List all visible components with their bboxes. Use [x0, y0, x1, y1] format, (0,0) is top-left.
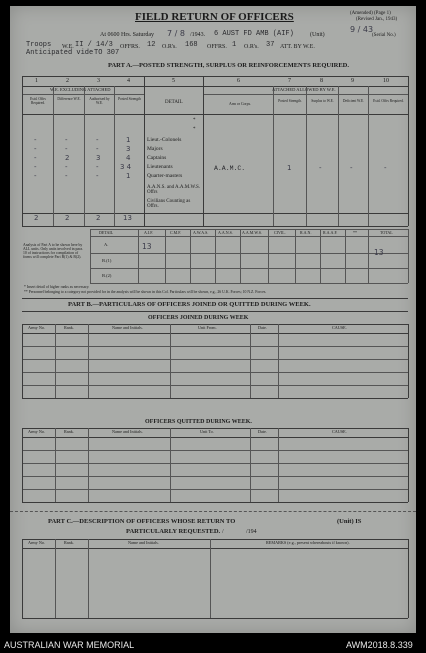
cell-value: 1 [126, 172, 131, 180]
head-surplus: Surplus to W.E. [311, 99, 334, 103]
head-deficient: Deficient W.E. [342, 99, 365, 103]
attached-surplus-value: - [319, 164, 322, 172]
col-number: 9 [351, 78, 354, 84]
part-c-year: /194 [246, 529, 257, 535]
offrs-label: OFFRS. [120, 44, 140, 50]
cell-value: - [96, 136, 99, 144]
rank-label: A.A.N.S. and A.A.M.W.S. Offrs [147, 185, 201, 196]
cell-value: 4 [126, 154, 131, 162]
rank-label: Lieut.-Colonels [147, 137, 182, 143]
offrs2-value: 1 [232, 41, 237, 49]
total-value: 13 [123, 214, 132, 222]
col-number: 6 [237, 78, 240, 84]
attached-req-value: - [384, 164, 387, 172]
col-number: 2 [66, 78, 69, 84]
top-right-note-2: (Revised Jan., 1943) [356, 17, 398, 22]
asterisk-mark: * [193, 127, 196, 132]
cell-value: - [34, 145, 37, 153]
col-head: Rank. [64, 540, 74, 545]
part-c-date-slash: / [222, 529, 224, 535]
serial-label: (Serial No.) [372, 33, 396, 38]
corps-value: A.A.M.C. [214, 165, 246, 172]
at-label: At 0600 Hrs. Saturday [100, 32, 154, 38]
cell-value: - [65, 163, 68, 171]
analysis-row-b2: B.(2) [102, 273, 112, 278]
offrs-value: 12 [147, 41, 156, 49]
analysis-head: R.A.N. [300, 230, 312, 235]
rank-label: Civilians Counting as Offrs. [147, 199, 191, 210]
cell-value: - [96, 163, 99, 171]
head-estd-req: Estd. Offrs Required. [373, 99, 404, 103]
analysis-head: A.A.N.S. [218, 230, 233, 235]
head-difference: Difference W.E. [57, 97, 81, 101]
rank-label: Lieutenants [147, 164, 173, 170]
ors-value: 168 [185, 41, 198, 49]
col-number: 3 [97, 78, 100, 84]
analysis-head: A.I.F. [144, 230, 154, 235]
analysis-head: TOTAL [380, 230, 393, 235]
cell-value: - [96, 145, 99, 153]
total-value: 2 [96, 214, 101, 222]
col-head: REMARKS (e.g., present whereabouts if known). [266, 540, 350, 545]
analysis-head: C.M.F. [170, 230, 182, 235]
col-number: 5 [172, 78, 175, 84]
analysis-aif-value: 13 [142, 242, 152, 251]
quitted-title: OFFICERS QUITTED DURING WEEK. [145, 419, 252, 425]
col-number: 4 [127, 78, 130, 84]
troops-label: Troops [26, 41, 52, 49]
col-head: Rank. [64, 429, 74, 434]
rank-label: Majors [147, 146, 163, 152]
col-head: Army No. [28, 429, 45, 434]
attached-posted-value: 1 [287, 164, 292, 172]
top-right-note: (Amended) (Page 1) [350, 11, 391, 16]
cell-value: - [34, 172, 37, 180]
attached-deficient-value: - [350, 164, 353, 172]
serial-value: 9 / 43 [350, 25, 374, 34]
rank-label: Captains [147, 155, 167, 161]
analysis-total-value: 13 [374, 248, 384, 257]
part-c-heading: PART C.—DESCRIPTION OF OFFICERS WHOSE RETURN TO [48, 518, 236, 525]
rank-label: Quarter-masters [147, 173, 183, 179]
footer-bar [0, 638, 426, 653]
cell-value: - [96, 172, 99, 180]
we-vide: TO 307 [94, 49, 120, 57]
head-authorised: Authorised by W.E. [89, 97, 110, 105]
col-head: Date. [258, 429, 267, 434]
form-title: FIELD RETURN OF OFFICERS [135, 11, 294, 23]
analysis-head: DETAIL [99, 230, 114, 235]
col-head: Name and Initials. [112, 429, 143, 434]
year-label: /1943. [190, 32, 206, 38]
footer-credit: AUSTRALIAN WAR MEMORIAL [4, 640, 135, 650]
head-posted-strength: Posted Strength. [278, 99, 302, 103]
analysis-row-a: A. [104, 242, 109, 247]
cell-value: 3 [96, 154, 101, 162]
analysis-head: R.A.A.F. [323, 230, 338, 235]
cell-value: - [65, 172, 68, 180]
head-estd-offrs: Estd. Offrs Required. [30, 97, 46, 105]
anticipated-label: Anticipated vide [26, 49, 94, 57]
joined-title: OFFICERS JOINED DURING WEEK [148, 315, 249, 321]
col-head: Rank. [64, 325, 74, 330]
col-number: 10 [383, 78, 389, 84]
analysis-note: Analysis of Part A to be shown here by ALL units. Only units involved in para. 10 of instructions for compilation of forms will complete Part B(1) & B(2). [23, 243, 83, 259]
col-number: 8 [320, 78, 323, 84]
document-sheet [10, 6, 416, 633]
cell-value: 1 [126, 136, 131, 144]
part-a-heading: PART A.—POSTED STRENGTH, SURPLUS OR REINFORCEMENTS REQUIRED. [108, 62, 349, 69]
cell-value: 2 [65, 154, 70, 162]
col-head: Unit To. [200, 429, 214, 434]
analysis-head: A.A.M.W.S. [242, 230, 262, 235]
col-number: 1 [35, 78, 38, 84]
cell-value: - [34, 154, 37, 162]
we-excluding-header: W.E. EXCLUDING ATTACHED [50, 87, 111, 92]
col-head: Date. [258, 325, 267, 330]
col-head: Name and Initials. [128, 540, 159, 545]
col-head: CAUSE. [332, 429, 347, 434]
col-head: CAUSE. [332, 325, 347, 330]
total-value: 2 [34, 214, 39, 222]
analysis-row-b1: B.(1) [102, 258, 112, 263]
col-number: 7 [288, 78, 291, 84]
we-value: II / 14/3 [75, 41, 113, 49]
ors2-value: 37 [266, 41, 275, 49]
analysis-head: CIVIL. [274, 230, 286, 235]
asterisk-mark: * [193, 118, 196, 123]
cell-value: 3 [126, 145, 131, 153]
col-head: Army No. [28, 540, 45, 545]
detail-header: DETAIL [165, 100, 183, 105]
total-value: 2 [65, 214, 70, 222]
cell-value: - [34, 136, 37, 144]
attached-allowed-header: ATTACHED ALLOWED BY W.E. [272, 87, 336, 92]
date-value: 7 / 8 [167, 29, 185, 38]
cell-value: - [65, 136, 68, 144]
we-label: W.E. [62, 44, 74, 50]
footer-accession-number: AWM2018.8.339 [346, 640, 413, 650]
head-posted: Posted Strength [118, 97, 141, 101]
att-label: ATT. BY W.E. [280, 44, 315, 50]
ors-label: O.R's. [162, 44, 177, 50]
unit-suffix: (Unit) [310, 32, 325, 38]
analysis-head: ** [353, 230, 357, 235]
cell-value: - [65, 145, 68, 153]
col-head: Name and Initials. [112, 325, 143, 330]
unit-value: 6 AUST FD AMB (AIF) [214, 30, 294, 38]
part-c-requested: PARTICULARLY REQUESTED. [126, 528, 221, 535]
part-c-unit-is: (Unit) IS [337, 518, 362, 525]
analysis-head: A.W.A.S. [193, 230, 209, 235]
head-arm-corps: Arm or Corps. [228, 102, 252, 106]
ors2-label: O.R's. [244, 44, 259, 50]
cell-value: 3 4 [120, 163, 132, 171]
part-b-heading: PART B.—PARTICULARS OF OFFICERS JOINED OR QUITTED DURING WEEK. [68, 301, 311, 308]
footnote-1: * Insert detail of higher ranks as necessary. [24, 285, 90, 289]
offrs2-label: OFFRS. [207, 44, 227, 50]
cell-value: - [34, 163, 37, 171]
col-head: Army No. [28, 325, 45, 330]
footnote-2: ** Personnel belonging to a category not provided for in the analysis will be shown in this Col. Particulars will be shown, e.g., 26 U.K. Forces; 10 N.Z. Forces. [24, 290, 267, 294]
col-head: Unit From. [198, 325, 217, 330]
